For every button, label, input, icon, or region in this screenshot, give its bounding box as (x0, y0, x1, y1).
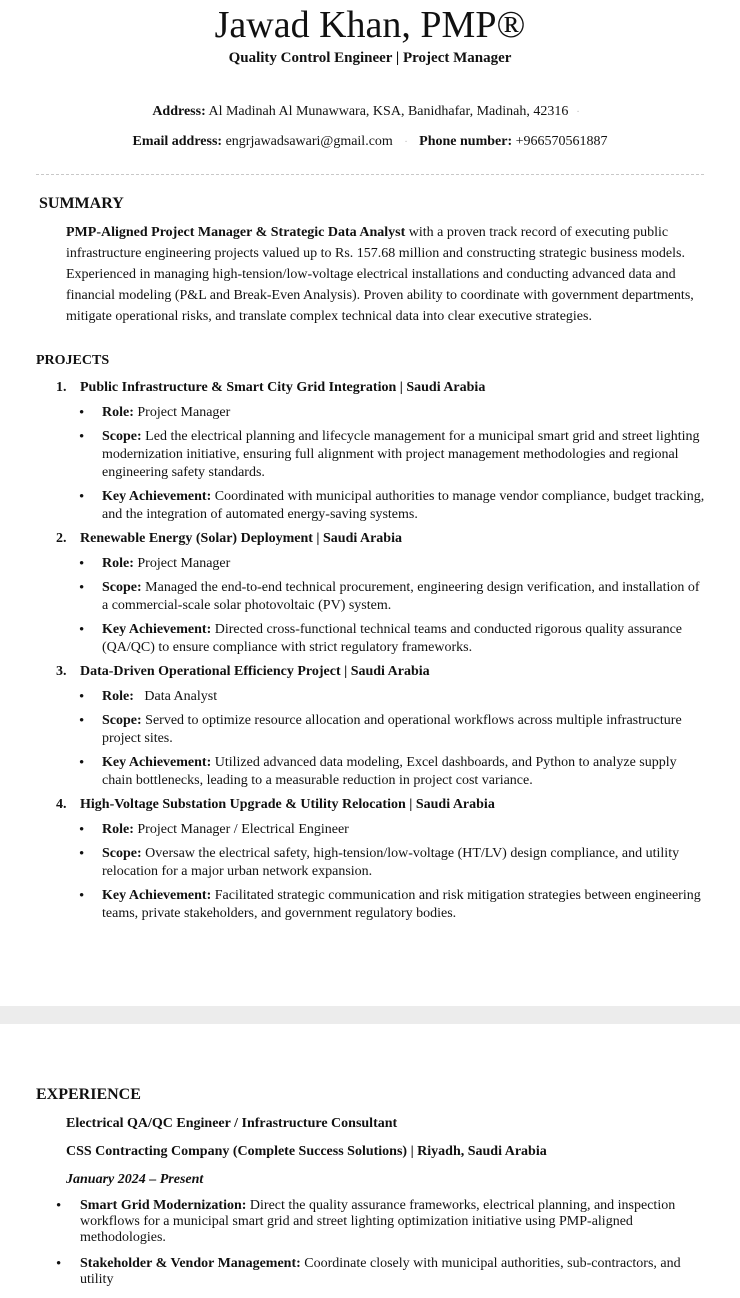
job-title: Electrical QA/QC Engineer / Infrastructure Consultant (66, 1116, 398, 1131)
bullet-label: Key Achievement: (102, 489, 212, 504)
list-item (36, 428, 706, 482)
separator-dot: · (404, 137, 408, 148)
list-item (36, 579, 706, 615)
project-title-text: High-Voltage Substation Upgrade & Utility Relocation | Saudi Arabia (80, 797, 495, 812)
list-item (36, 621, 706, 657)
projects-list (36, 376, 706, 928)
bullet-label: Role: (102, 405, 134, 420)
list-item (36, 1198, 706, 1246)
address-line (0, 104, 740, 120)
page-break (0, 1006, 740, 1024)
bullet-label: Role: (102, 556, 134, 571)
job-dates: January 2024 – Present (66, 1172, 204, 1187)
bullet-text: Coordinate closely with municipal authorities, sub-contractors, and utility (80, 1256, 681, 1287)
bullet-text: Data Analyst (133, 689, 218, 704)
summary-lead: PMP-Aligned Project Manager & Strategic Data Analyst (66, 225, 406, 240)
bullet-text: Led the electrical planning and lifecycle management for a municipal smart grid and street lighting modernization initiative, ensuring full alignment with project management methodologies and regional engineering safety standards. (102, 429, 700, 480)
list-item (36, 488, 706, 524)
address-label: Address: (152, 104, 206, 119)
separator-dot: · (576, 107, 580, 118)
summary-text: with a proven track record of executing public infrastructure engineering projects valued up to Rs. 157.68 million and constructing strategic business models. Experienced in managing high-tension/low-voltage electrical installations and conducting advanced data and financial modeling (P&L and Break-Even Analysis). Proven ability to coordinate with government departments, mitigate operational risks, and translate complex technical data into clear executive strategies. (66, 225, 694, 324)
list-item (36, 887, 706, 923)
project-bullets (36, 688, 706, 790)
project-number: 3. (56, 664, 67, 679)
bullet-text: Facilitated strategic communication and risk mitigation strategies between engineering teams, private stakeholders, and government regulatory bodies. (102, 888, 701, 921)
project-title (36, 795, 706, 815)
bullet-text: Oversaw the electrical safety, high-tension/low-voltage (HT/LV) design compliance, and utility relocation for a major urban network expansion. (102, 846, 680, 879)
list-item (36, 688, 706, 706)
list-item (36, 712, 706, 748)
bullet-label: Key Achievement: (102, 755, 212, 770)
project-bullets (36, 555, 706, 657)
email-value[interactable]: engrjawadsawari@gmail.com (225, 134, 393, 149)
project-number: 1. (56, 380, 67, 395)
bullet-label: Role: (102, 689, 134, 704)
bullet-label: Scope: (102, 846, 142, 861)
bullet-label: Scope: (102, 580, 142, 595)
candidate-name: Jawad Khan, PMP® (214, 4, 526, 46)
project-title-text: Renewable Energy (Solar) Deployment | Saudi Arabia (80, 531, 402, 546)
phone-label: Phone number: (419, 134, 513, 149)
project-title-text: Data-Driven Operational Efficiency Project | Saudi Arabia (80, 664, 430, 679)
list-item (36, 1256, 706, 1288)
summary-heading: SUMMARY (39, 195, 124, 212)
experience-heading: EXPERIENCE (36, 1086, 141, 1103)
address-value: Al Madinah Al Munawwara, KSA, Banidhafar, Madinah, 42316 (208, 104, 569, 119)
bullet-text: Directed cross-functional technical teams and conducted rigorous quality assurance (QA/QC) to ensure compliance with strict regulatory frameworks. (102, 622, 683, 655)
list-item (36, 754, 706, 790)
bullet-text: Utilized advanced data modeling, Excel dashboards, and Python to analyze supply chain bottlenecks, leading to a measurable reduction in project cost variance. (102, 755, 677, 788)
email-phone-line (0, 134, 740, 150)
phone-value[interactable]: +966570561887 (515, 134, 608, 149)
list-item (36, 555, 706, 573)
bullet-text: Project Manager (133, 556, 231, 571)
project-bullets (36, 821, 706, 923)
bullet-label: Scope: (102, 713, 142, 728)
project-title (36, 378, 706, 398)
bullet-label: Smart Grid Modernization: (80, 1198, 247, 1213)
list-item (36, 404, 706, 422)
company-name: CSS Contracting Company (Complete Success Solutions) | Riyadh, Saudi Arabia (66, 1144, 547, 1159)
bullet-text: Served to optimize resource allocation and operational workflows across multiple infrastructure project sites. (102, 713, 682, 746)
project-number: 4. (56, 797, 67, 812)
list-item (36, 845, 706, 881)
bullet-text: Coordinated with municipal authorities to manage vendor compliance, budget tracking, and the integration of automated energy-saving systems. (102, 489, 705, 522)
bullet-text: Managed the end-to-end technical procurement, engineering design verification, and installation of a commercial-scale solar photovoltaic (PV) system. (102, 580, 700, 613)
bullet-label: Stakeholder & Vendor Management: (80, 1256, 301, 1271)
bullet-text: Project Manager (133, 405, 231, 420)
project-title (36, 662, 706, 682)
email-label: Email address: (132, 134, 223, 149)
list-item (36, 821, 706, 839)
project-title (36, 529, 706, 549)
projects-heading: PROJECTS (36, 353, 110, 368)
resume-page-2 (0, 1024, 740, 1287)
candidate-subtitle: Quality Control Engineer | Project Manager (228, 50, 512, 66)
bullet-text: Project Manager / Electrical Engineer (133, 822, 349, 837)
project-title-text: Public Infrastructure & Smart City Grid Integration | Saudi Arabia (80, 380, 486, 395)
bullet-label: Key Achievement: (102, 622, 212, 637)
header-divider (36, 174, 704, 175)
project-bullets (36, 404, 706, 524)
bullet-label: Role: (102, 822, 134, 837)
bullet-text: Direct the quality assurance frameworks, electrical planning, and inspection workflows for a municipal smart grid and street lighting optimization initiative using PMP-aligned methodologies. (80, 1198, 676, 1245)
summary-paragraph (66, 222, 696, 327)
bullet-label: Key Achievement: (102, 888, 212, 903)
bullet-label: Scope: (102, 429, 142, 444)
experience-bullets (36, 1198, 706, 1298)
project-number: 2. (56, 531, 67, 546)
